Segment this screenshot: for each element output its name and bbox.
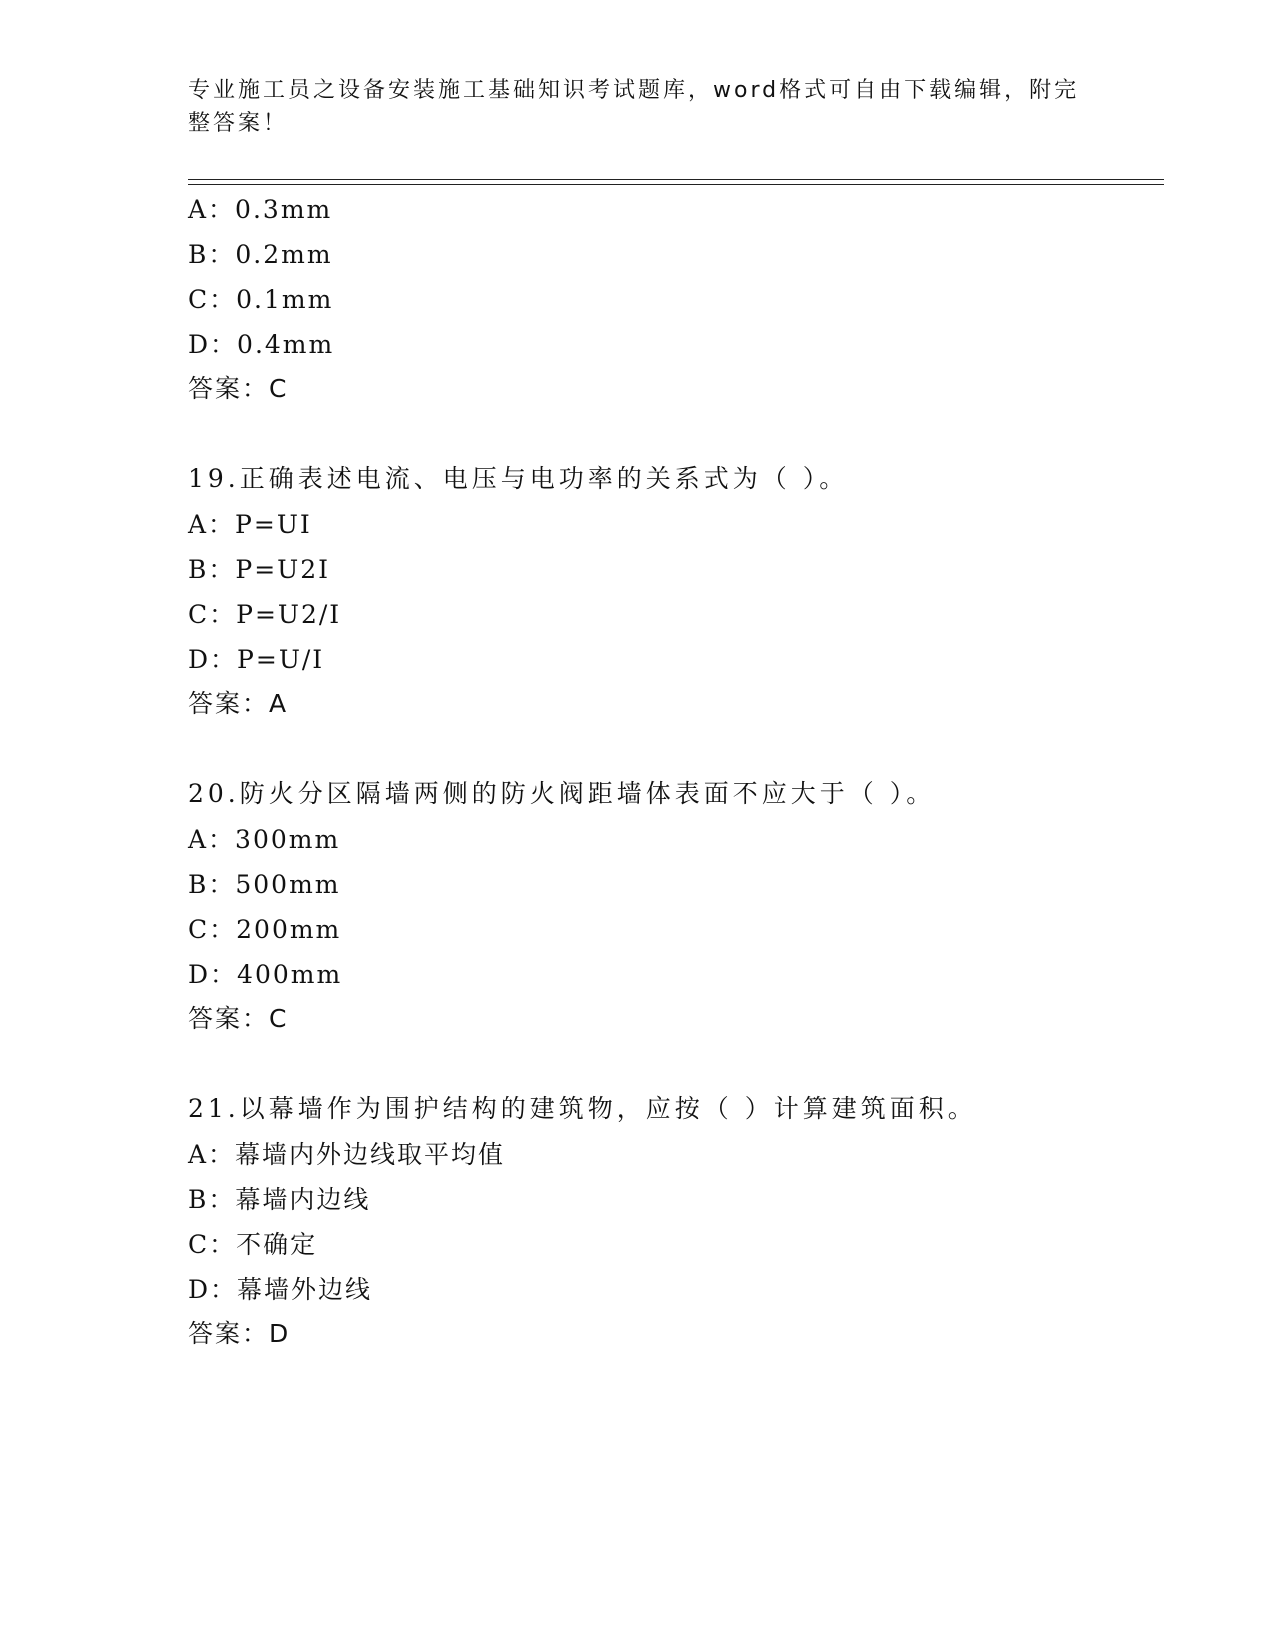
option-a: A：300mm (188, 825, 341, 854)
option-b: B：0.2mm (188, 240, 333, 269)
option-c: C：不确定 (188, 1230, 318, 1259)
answer-line: 答案：A (188, 689, 289, 718)
option-d: D：幕墙外边线 (188, 1275, 373, 1304)
option-c: C：0.1mm (188, 285, 334, 314)
option-d: D：P=U/I (188, 645, 325, 674)
option-b: B：P=U2I (188, 555, 330, 584)
option-b: B：500mm (188, 870, 341, 899)
option-a: A：0.3mm (188, 195, 333, 224)
question-20: 20.防火分区隔墙两侧的防火阀距墙体表面不应大于（ ）。 (188, 779, 936, 808)
answer-line: 答案：C (188, 1004, 289, 1033)
header-divider-top (188, 179, 1164, 180)
option-d: D：0.4mm (188, 330, 335, 359)
option-a: A：P=UI (188, 510, 312, 539)
question-19: 19.正确表述电流、电压与电功率的关系式为（ ）。 (188, 464, 849, 493)
option-b: B：幕墙内边线 (188, 1185, 371, 1214)
option-d: D：400mm (188, 960, 343, 989)
answer-line: 答案：C (188, 374, 289, 403)
header-line-1: 专业施工员之设备安装施工基础知识考试题库，word格式可自由下载编辑，附完 (188, 78, 1080, 103)
option-c: C：200mm (188, 915, 342, 944)
header-line-2: 整答案！ (188, 111, 289, 136)
option-a: A：幕墙内外边线取平均值 (188, 1140, 506, 1169)
question-21: 21.以幕墙作为围护结构的建筑物，应按（ ）计算建筑面积。 (188, 1094, 977, 1123)
document-header (188, 74, 1088, 140)
answer-line: 答案：D (188, 1319, 291, 1348)
header-divider-bottom (188, 184, 1164, 185)
option-c: C：P=U2/I (188, 600, 342, 629)
